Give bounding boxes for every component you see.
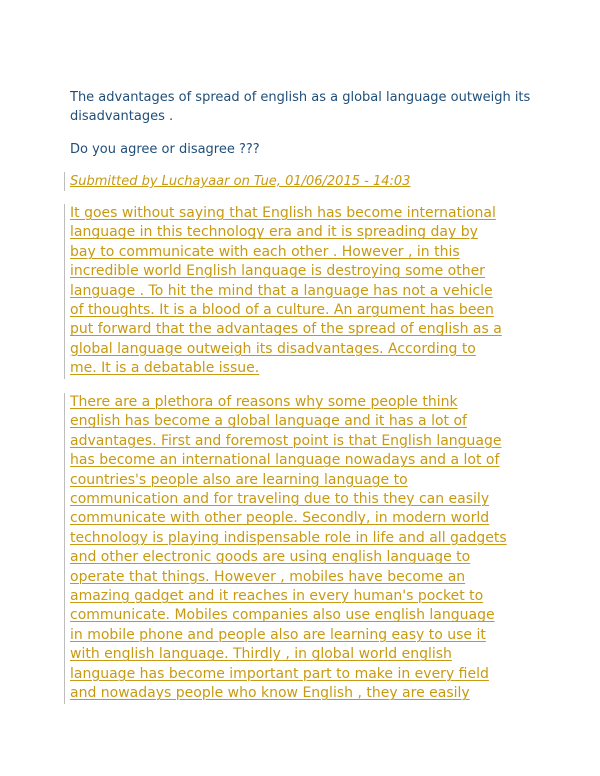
- prompt-title-line-2: disadvantages .: [70, 109, 174, 124]
- essay-line: language . To hit the mind that a language has not a vehicle: [70, 282, 493, 299]
- essay-line: of thoughts. It is a blood of a culture. An argument has been: [70, 302, 494, 319]
- essay-line: and nowadays people who know English , they are easily: [70, 685, 470, 702]
- essay-line: communicate. Mobiles companies also use english language: [70, 607, 495, 624]
- submission-byline[interactable]: Submitted by Luchayaar on Tue, 01/06/2015 - 14:03: [64, 172, 410, 191]
- essay-line: with english language. Thirdly , in global world english: [70, 646, 452, 663]
- essay-line: advantages. First and foremost point is that English language: [70, 432, 502, 449]
- essay-line: has become an international language nowadays and a lot of: [70, 452, 500, 469]
- prompt-question: Do you agree or disagree ???: [70, 142, 260, 157]
- essay-paragraph-2[interactable]: [64, 393, 538, 704]
- essay-line: It goes without saying that English has become international: [70, 205, 496, 221]
- essay-line: incredible world English language is destroying some other: [70, 263, 485, 280]
- essay-line: technology is playing indispensable role in life and all gadgets: [70, 529, 507, 546]
- essay-line: and other electronic goods are using english language to: [70, 549, 471, 566]
- essay-prompt: [70, 88, 540, 126]
- essay-line: communicate with other people. Secondly, in modern world: [70, 510, 490, 527]
- prompt-title-line-1: The advantages of spread of english as a global language outweigh its: [70, 90, 531, 105]
- essay-line: There are a plethora of reasons why some people think: [70, 394, 458, 410]
- essay-line: amazing gadget and it reaches in every human's pocket to: [70, 588, 484, 605]
- essay-line: countries's people also are learning language to: [70, 471, 408, 488]
- essay-line: language in this technology era and it is spreading day by: [70, 224, 478, 241]
- essay-line: operate that things. However , mobiles have become an: [70, 568, 466, 585]
- essay-line: global language outweigh its disadvantages. According to: [70, 340, 476, 357]
- essay-line: me. It is a debatable issue.: [70, 360, 260, 377]
- essay-line: language has become important part to make in every field: [70, 665, 489, 682]
- essay-line: in mobile phone and people also are learning easy to use it: [70, 626, 486, 643]
- essay-line: bay to communicate with each other . However , in this: [70, 243, 460, 260]
- essay-line: english has become a global language and it has a lot of: [70, 413, 467, 430]
- essay-line: communication and for traveling due to this they can easily: [70, 491, 490, 508]
- essay-paragraph-1[interactable]: [64, 204, 538, 379]
- essay-line: put forward that the advantages of the spread of english as a: [70, 321, 502, 338]
